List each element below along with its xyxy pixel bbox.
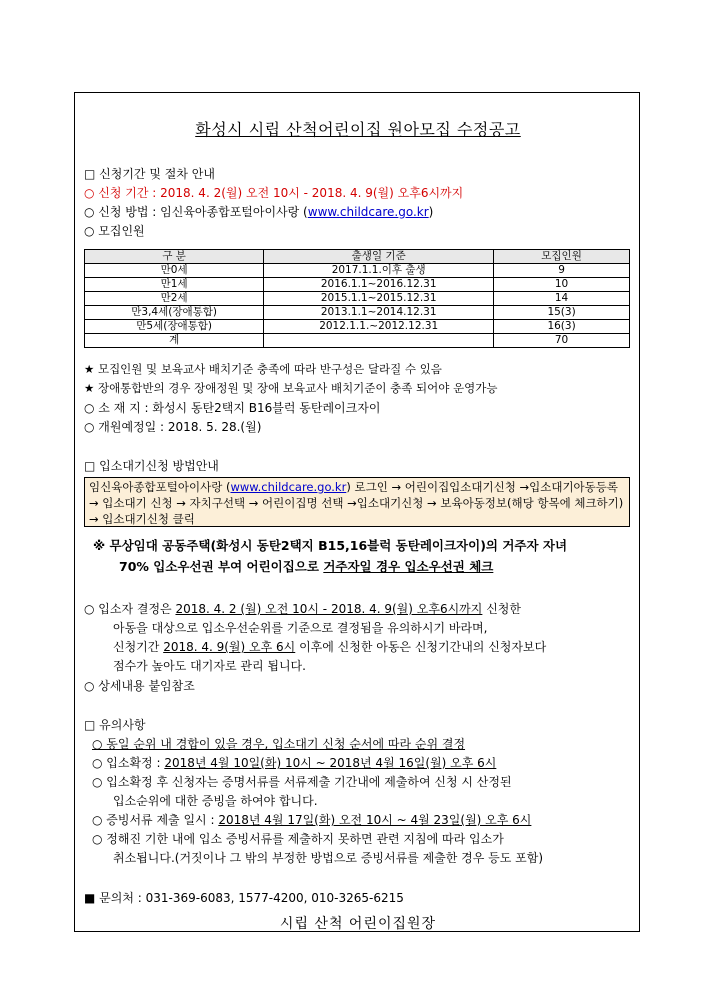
application-method-close: ) xyxy=(428,205,434,219)
table-cell: 2016.1.1~2016.12.31 xyxy=(264,278,494,292)
section-application-header: □ 신청기간 및 절차 안내 xyxy=(84,167,215,181)
decision-period: 2018. 4. 2 (월) 오전 10시 - 2018. 4. 9(월) 오후6시까지 xyxy=(175,602,483,616)
table-cell xyxy=(264,334,494,348)
decision-text: ○ 입소자 결정은 xyxy=(84,602,176,616)
section-cautions-header: □ 유의사항 xyxy=(84,718,146,732)
table-cell: 만1세 xyxy=(85,278,264,292)
recruit-label: ○ 모집인원 xyxy=(84,224,145,238)
decision-line2: 아동을 대상으로 입소우선순위를 기준으로 결정됨을 유의하시기 바라며, xyxy=(113,621,488,635)
childcare-link[interactable]: www.childcare.go.kr xyxy=(307,205,429,219)
submission-period: 2018년 4월 17일(화) 오전 10시 ~ 4월 23일(월) 오후 6시 xyxy=(218,813,532,827)
table-cell: 2017.1.1.이후 출생 xyxy=(264,264,494,278)
caution-text: ○ 입소확정 : xyxy=(92,756,165,770)
table-cell: 만0세 xyxy=(85,264,264,278)
location: ○ 소 재 지 : 화성시 동탄2택지 B16블럭 동탄레이크자이 xyxy=(84,401,381,415)
caution-submission xyxy=(92,811,531,828)
application-method-text: ○ 신청 방법 : 임신육아종합포털아이사랑 ( xyxy=(84,205,308,219)
howto-text-prefix: 임신육아종합포털아이사랑 ( xyxy=(89,480,231,494)
table-header-cell: 출생일 기준 xyxy=(264,250,494,264)
page-title: 화성시 시립 산척어린이집 원아모집 수정공고 xyxy=(195,120,521,139)
table-header-cell: 구 분 xyxy=(85,250,264,264)
contact-info: ■ 문의처 : 031-369-6083, 1577-4200, 010-3265-6215 xyxy=(84,891,404,905)
application-method xyxy=(84,203,433,220)
priority-notice-emphasis: 거주자일 경우 입소우선권 체크 xyxy=(323,559,494,574)
detail-reference: ○ 상세내용 붙임참조 xyxy=(84,679,195,693)
caution-confirmation xyxy=(92,754,496,771)
table-row xyxy=(85,306,630,320)
table-cell: 2013.1.1~2014.12.31 xyxy=(264,306,494,320)
table-cell: 만3,4세(장애통합) xyxy=(85,306,264,320)
priority-notice-line1: ※ 무상임대 공동주택(화성시 동탄2택지 B15,16블럭 동탄레이크자이)의 거주자 자녀 xyxy=(93,538,568,553)
application-period: ○ 신청 기간 : 2018. 4. 2(월) 오전 10시 - 2018. 4. 9(월) 오후6시까지 xyxy=(84,186,464,200)
decision-line3 xyxy=(113,638,546,655)
caution-tie-rule: ○ 동일 순위 내 경합이 있을 경우, 입소대기 신청 순서에 따라 순위 결정 xyxy=(92,737,466,751)
table-cell: 만2세 xyxy=(85,292,264,306)
priority-notice-line2 xyxy=(119,557,493,575)
table-row xyxy=(85,320,630,334)
table-row xyxy=(85,264,630,278)
decision-deadline: 2018. 4. 9(월) 오후 6시 xyxy=(163,640,296,654)
decision-text: 이후에 신청한 아동은 신청기간내의 신청자보다 xyxy=(295,640,547,654)
caution-cancel-line1: ○ 정해진 기한 내에 입소 증빙서류를 제출하지 못하면 관련 지침에 따라 입소가 xyxy=(92,832,504,846)
decision-text: 신청기간 xyxy=(113,640,164,654)
table-cell: 16(3) xyxy=(494,320,630,334)
waitlist-howto-box xyxy=(84,477,630,527)
caution-documents-line1: ○ 입소확정 후 신청자는 증명서류를 서류제출 기간내에 제출하여 신청 시 산정된 xyxy=(92,775,512,789)
table-cell: 15(3) xyxy=(494,306,630,320)
table-cell: 10 xyxy=(494,278,630,292)
signature-footer: 시립 산척 어린이집원장 xyxy=(279,916,437,932)
table-cell: 14 xyxy=(494,292,630,306)
caution-text: ○ 증빙서류 제출 일시 : xyxy=(92,813,219,827)
table-cell: 계 xyxy=(85,334,264,348)
section-waitlist-header: □ 입소대기신청 방법안내 xyxy=(84,459,219,473)
decision-line1 xyxy=(84,600,521,617)
table-cell: 70 xyxy=(494,334,630,348)
caution-documents-line2: 입소순위에 대한 증빙을 하여야 합니다. xyxy=(113,794,318,808)
table-row xyxy=(85,278,630,292)
decision-text: 신청한 xyxy=(482,602,521,616)
notice-frame xyxy=(74,92,640,932)
priority-notice-text: 70% 입소우선권 부여 어린이집으로 xyxy=(119,559,324,574)
table-cell: 만5세(장애통합) xyxy=(85,320,264,334)
opening-date: ○ 개원예정일 : 2018. 5. 28.(월) xyxy=(84,420,262,434)
table-cell: 2012.1.1.~2012.12.31 xyxy=(264,320,494,334)
recruitment-table xyxy=(84,249,630,348)
caution-cancel-line2: 취소됩니다.(거짓이나 그 밖의 부정한 방법으로 증빙서류를 제출한 경우 등도 포함) xyxy=(113,851,544,865)
table-row xyxy=(85,292,630,306)
note-integrated-class: ★ 장애통합반의 경우 장애정원 및 장애 보육교사 배치기준이 충족 되어야 운영가능 xyxy=(84,381,498,395)
childcare-link[interactable]: www.childcare.go.kr xyxy=(230,480,347,494)
note-class-composition: ★ 모집인원 및 보육교사 배치기준 충족에 따라 반구성은 달라질 수 있음 xyxy=(84,362,442,376)
table-total-row xyxy=(85,334,630,348)
howto-text-steps: ) 로그인 → 어린이집입소대기신청 →입소대기아동등록 → 입소대기 신청 → 자치구선택 → 어린이집명 선택 →입소대기신청 → 보육아동정보(해당 항목에 체크하기) → 입소대기신청 클릭 xyxy=(89,480,624,526)
table-cell: 2015.1.1~2015.12.31 xyxy=(264,292,494,306)
table-cell: 9 xyxy=(494,264,630,278)
table-header-cell: 모집인원 xyxy=(494,250,630,264)
decision-line4: 점수가 높아도 대기자로 관리 됩니다. xyxy=(113,659,306,673)
confirmation-period: 2018년 4월 10일(화) 10시 ~ 2018년 4월 16일(월) 오후 6시 xyxy=(164,756,497,770)
table-header-row xyxy=(85,250,630,264)
